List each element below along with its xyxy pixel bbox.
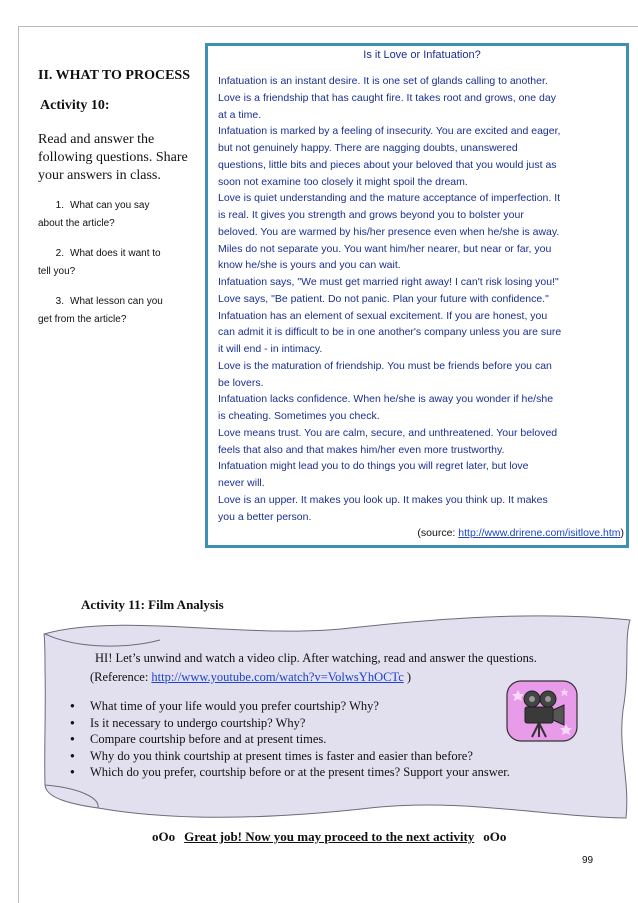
source-link[interactable]: http://www.drirene.com/isitlove.htm — [458, 527, 621, 540]
instruction-line: following questions. Share — [38, 150, 188, 165]
article-line: soon not examine too closely it might spoil the dream. — [218, 175, 468, 188]
section-title: II. WHAT TO PROCESS — [38, 68, 190, 83]
instruction-line: your answers in class. — [38, 168, 161, 183]
article-line: is cheating. Sometimes you check. — [218, 410, 380, 422]
article-title: Is it Love or Infatuation? — [363, 49, 481, 61]
article-line: Love is the maturation of friendship. You must be friends before you can — [218, 359, 552, 372]
article-line: but not genuinely happy. There are nagging doubts, unanswered — [218, 142, 518, 154]
article-line: feels that also and that makes him/her even more trustworthy. — [218, 443, 505, 456]
article-line: is real. It gives you strength and grows beyond you to bolster your — [218, 209, 524, 221]
question-text: tell you? — [38, 266, 76, 277]
question-text: What does it want to — [70, 248, 161, 259]
movie-camera-icon — [506, 680, 578, 742]
bullet-question: ● Which do you prefer, courtship before or at the present times? Support your answer. — [70, 764, 520, 781]
article-line: Infatuation says, "We must get married right away! I can't risk losing you!" — [218, 276, 559, 288]
activity10-instructions — [38, 131, 203, 185]
question-number: 2. — [55, 248, 64, 259]
activity10-question-1 — [38, 197, 203, 233]
question-text: get from the article? — [38, 314, 127, 325]
article-line: be lovers. — [218, 376, 264, 389]
article-body — [218, 73, 626, 542]
question-text: What lesson can you — [70, 296, 163, 307]
article-source — [218, 525, 626, 542]
question-number: 1. — [55, 200, 64, 211]
activity10-question-2 — [38, 245, 203, 281]
article-line: Love is quiet understanding and the mature acceptance of imperfection. It — [218, 192, 561, 205]
bullet-question: ● Is it necessary to undergo courtship? Why? — [70, 715, 520, 732]
article-line: Infatuation is an instant desire. It is one set of glands calling to another. — [218, 75, 548, 87]
left-column — [38, 68, 203, 341]
source-suffix: ) — [620, 527, 624, 540]
footer-ornament-right: oOo — [483, 829, 507, 844]
article-line: Infatuation has an element of sexual excitement. If you are honest, you — [218, 309, 548, 322]
article-line: Infatuation might lead you to do things you will regret later, but love — [218, 460, 529, 473]
article-box — [205, 43, 629, 548]
article-line: at a time. — [218, 108, 262, 121]
article-line: questions, little bits and pieces about your beloved that you would just as — [218, 158, 557, 171]
article-line: it will end - in intimacy. — [218, 343, 323, 355]
article-line: you a better person. — [218, 510, 312, 523]
article-line: beloved. You are warmed by his/her presence even when he/she is away. — [218, 225, 560, 238]
question-text: What can you say — [70, 200, 150, 211]
activity11-intro: HI! Let’s unwind and watch a video clip. After watching, read and answer the questions. — [95, 651, 537, 665]
bullet-question: ● What time of your life would you prefer courtship? Why? — [70, 698, 520, 715]
footer-text: Great job! Now you may proceed to the next activity — [184, 829, 475, 844]
footer-ornament-left: oOo — [152, 829, 176, 844]
article-line: can admit it is difficult to be in one another's company unless you are sure — [218, 326, 562, 339]
activity11-questions — [70, 698, 520, 781]
page-number: 99 — [582, 855, 594, 866]
question-number: 3. — [55, 296, 64, 307]
article-line: Love is an upper. It makes you look up. It makes you think up. It makes — [218, 493, 548, 506]
article-line: Infatuation is marked by a feeling of insecurity. You are excited and eager, — [218, 125, 561, 138]
reference-suffix: ) — [403, 670, 412, 684]
footer-message — [152, 829, 506, 845]
activity10-question-3 — [38, 293, 203, 329]
article-line: Infatuation lacks confidence. When he/she is away you wonder if he/she — [218, 393, 554, 406]
activity11-title: Activity 11: Film Analysis — [81, 597, 224, 612]
question-text: about the article? — [38, 218, 115, 229]
source-prefix: (source: — [417, 527, 459, 540]
reference-prefix: (Reference: — [90, 670, 152, 684]
article-line: Miles do not separate you. You want him/her nearer, but near or far, you — [218, 242, 552, 255]
article-line: Love means trust. You are calm, secure, and unthreatened. Your beloved — [218, 426, 558, 439]
activity10-title: Activity 10: — [40, 98, 110, 113]
reference-link[interactable]: http://www.youtube.com/watch?v=VolwsYhOCTc — [151, 670, 404, 684]
article-line: know he/she is yours and you can wait. — [218, 259, 401, 272]
article-line: Love is a friendship that has caught fire. It takes root and grows, one day — [218, 91, 556, 104]
instruction-line: Read and answer the — [38, 132, 155, 147]
bullet-question: ● Why do you think courtship at present times is faster and easier than before? — [70, 748, 520, 765]
article-line: Love says, "Be patient. Do not panic. Plan your future with confidence." — [218, 292, 549, 305]
bullet-question: ● Compare courtship before and at present times. — [70, 731, 520, 748]
article-line: never will. — [218, 477, 265, 489]
